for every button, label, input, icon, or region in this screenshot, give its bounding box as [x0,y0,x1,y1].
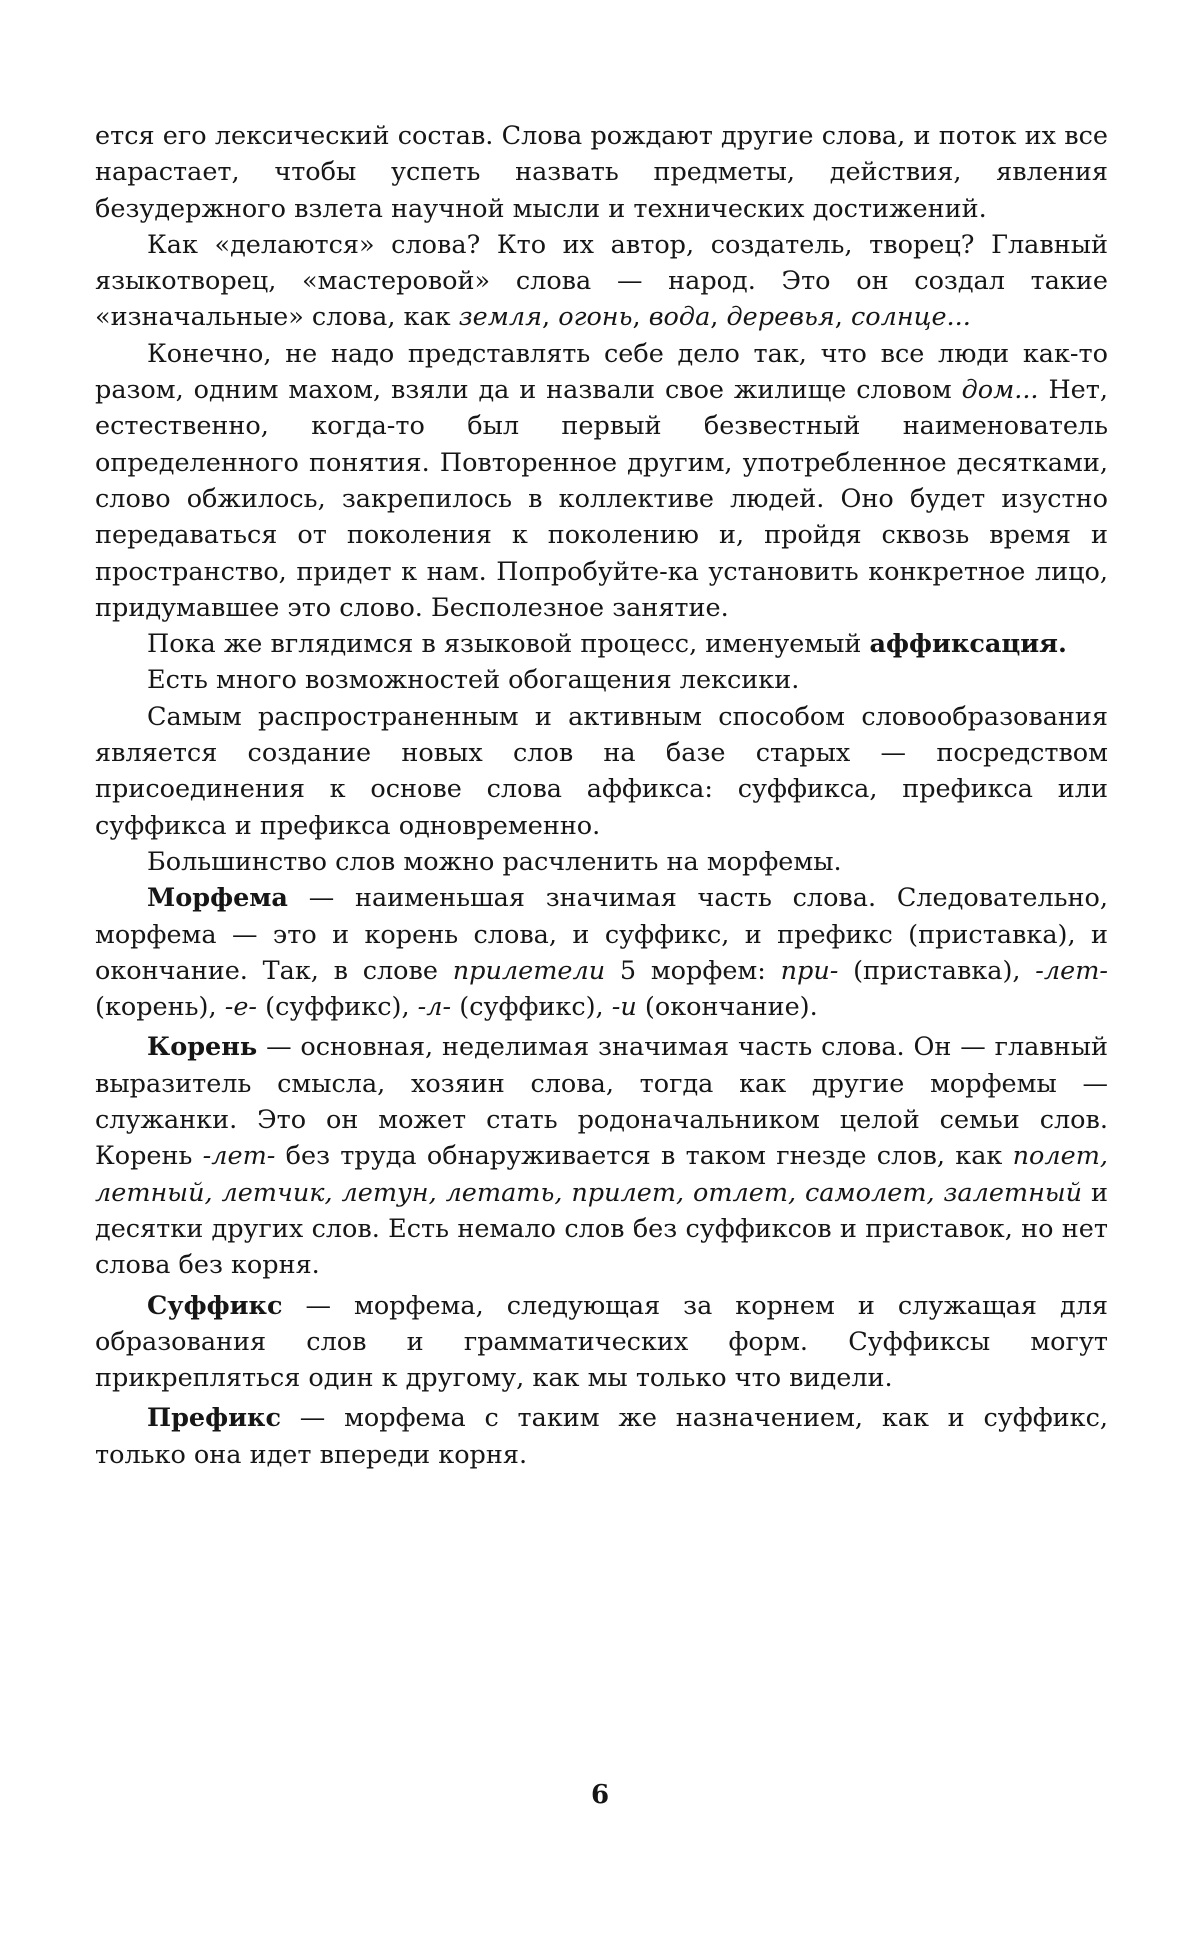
example-morpheme: -лет- [202,1141,276,1172]
example-morpheme: -е- [224,992,258,1023]
paragraph-6 [95,699,1108,844]
text-run: 5 морфем: [605,955,781,986]
term-suffix: Суффикс [147,1290,283,1321]
example-morpheme: при- [780,955,839,986]
text-run: Конечно, не надо представлять себе дело так, что все люди как-то разом, одним махом, взяли да и назвали свое жилище словом [95,338,1108,406]
example-word: огонь [558,302,633,333]
text-run: ется его лексический состав. Слова рождают другие слова, и поток их все нарастает, чтобы успеть назвать предметы, действия, явления безудержного взлета научной мысли и технических достижений. [95,121,1108,224]
example-word-family: полет, летный, летчик, летун, летать, прилет, отлет, самолет, залетный [95,1141,1108,1208]
paragraph-5 [95,662,1108,698]
example-morpheme: -л- [417,992,452,1023]
text-run: — морфема с таким же назначением, как и суффикс, только она идет впереди корня. [95,1403,1108,1470]
paragraph-2 [95,227,1108,336]
text-run: , [710,302,727,333]
example-morpheme: -и [611,992,637,1023]
paragraph-prefix [95,1400,1108,1473]
text-run: (приставка), [838,955,1036,986]
term-affixation: аффиксация. [869,629,1067,660]
example-word: солнце... [851,302,971,333]
text-run: Есть много возможностей обогащения лексики. [147,665,800,696]
page-number: 6 [590,1780,610,1810]
text-run: , [632,302,649,333]
paragraph-root [95,1029,1108,1283]
example-word: деревья [726,302,835,333]
paragraph-suffix [95,1288,1108,1397]
text-run: , [542,302,559,333]
text-run: Пока же вглядимся в языковой процесс, именуемый [147,629,870,660]
example-word: прилетели [452,955,606,986]
example-morpheme: -лет- [1035,955,1108,986]
text-run: без труда обнаруживается в таком гнезде слов, как [275,1141,1013,1172]
text-run: и десятки других слов. Есть немало слов без суффиксов и приставок, но нет слова без корня. [95,1177,1108,1281]
text-run: (суффикс), [451,992,612,1023]
text-run: , [834,302,851,333]
text-run: — морфема, следующая за корнем и служащая для образования слов и грамматических форм. Суффиксы могут прикрепляться один к другому, как мы только что видели. [95,1290,1108,1394]
text-run: (суффикс), [257,992,418,1023]
paragraph-1 [95,118,1108,227]
text-run: (корень), [95,992,225,1023]
text-run: — основная, неделимая значимая часть слова. Он — главный выразитель смысла, хозяин слова, тогда как другие морфемы — служанки. Это он может стать родоначальником целой семьи слов. Корень [95,1032,1108,1172]
text-run: Нет, естественно, когда-то был первый безвестный наименователь определенного понятия. Повторенное другим, употребленное десятками, слово обжилось, закрепилось в коллективе людей. Оно будет изустно передаваться от поколения к поколению и, пройдя сквозь время и пространство, придет к нам. Попробуйте-ка установить конкретное лицо, придумавшее это слово. Бесполезное занятие. [95,375,1108,623]
text-run: Самым распространенным и активным способом словообразования является создание новых слов на базе старых — посредством присоединения к основе слова аффикса: суффикса, префикса или суффикса и префикса одновременно. [95,701,1108,841]
example-word: земля [458,302,542,333]
text-run: — наименьшая значимая часть слова. Следовательно, морфема — это и корень слова, и суффикс, и префикс (приставка), и окончание. Так, в слове [95,883,1108,986]
term-root: Корень [147,1032,258,1063]
term-morpheme: Морфема [147,883,288,914]
text-run: (окончание). [636,992,818,1023]
paragraph-3 [95,336,1108,626]
paragraph-4 [95,626,1108,662]
text-run: Как «делаются» слова? Кто их автор, создатель, творец? Главный языкотворец, «мастеровой» слова — народ. Это он создал такие «изначальные» слова, как [95,229,1108,333]
example-word: дом... [961,375,1039,406]
example-word: вода [648,302,711,333]
paragraph-morpheme [95,880,1108,1025]
paragraph-7 [95,844,1108,880]
term-prefix: Префикс [147,1403,281,1434]
text-run: Большинство слов можно расчленить на морфемы. [147,846,842,877]
